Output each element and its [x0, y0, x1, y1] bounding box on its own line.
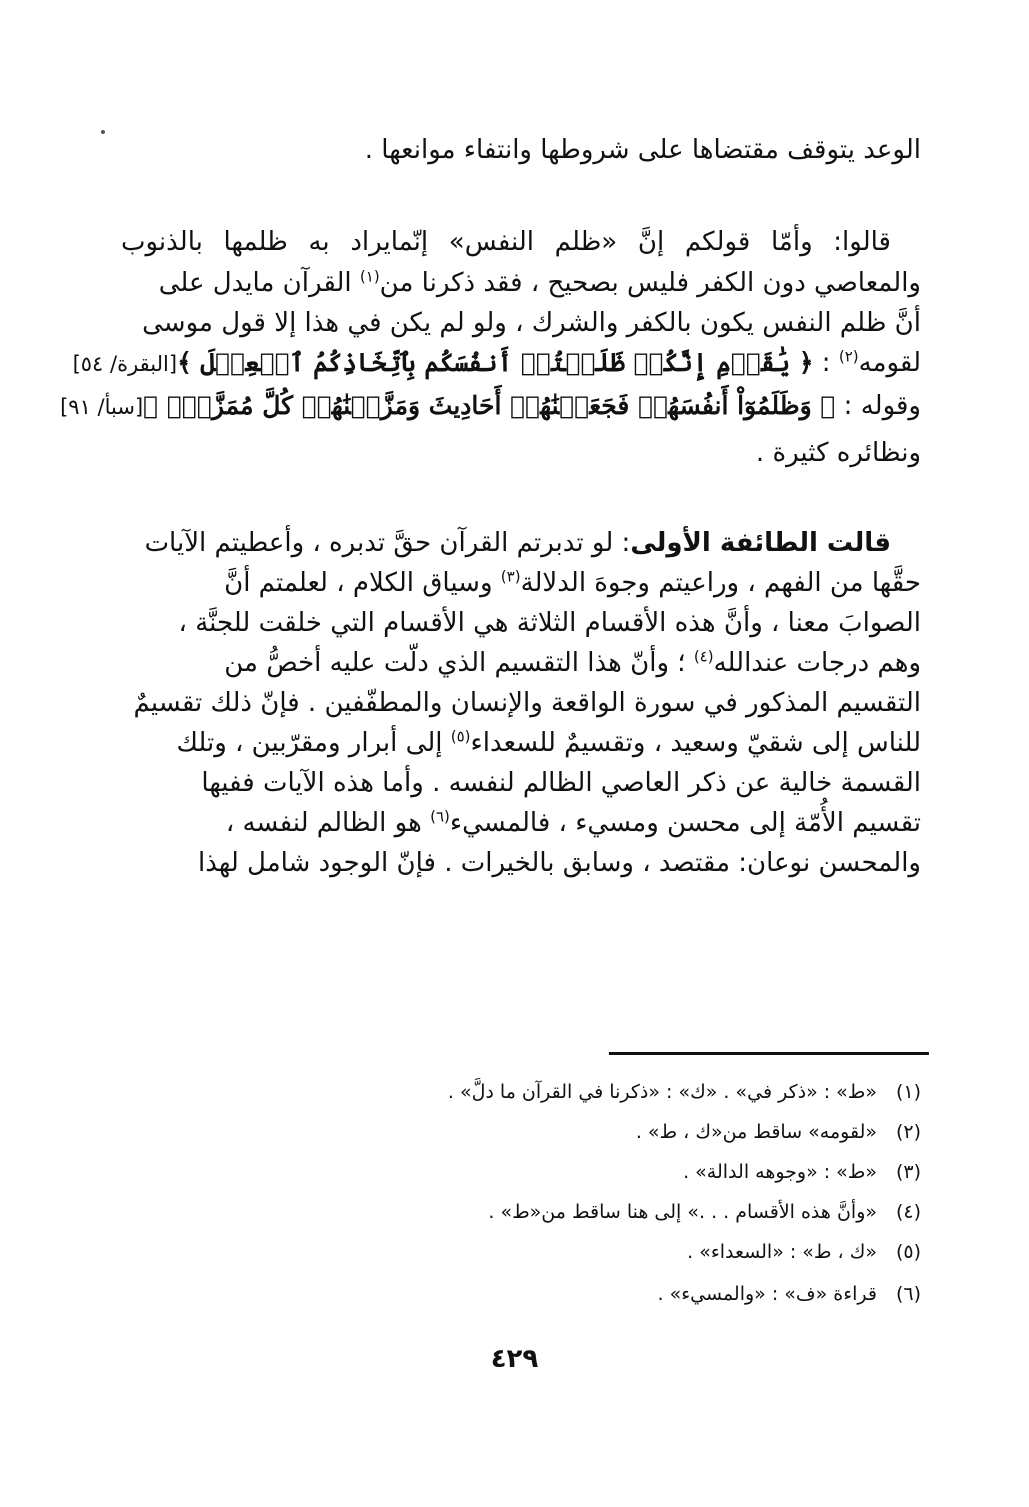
para2-line6-b: إلى أبرار ومقرّبين ، وتلك	[176, 728, 451, 758]
para2-line8-a: تقسيم الأُمّة إلى محسن ومسيء ، فالمسيء	[449, 808, 921, 838]
footnote-number: (٢)	[895, 1121, 921, 1143]
para2-line1-rest: : لو تدبرتم القرآن حقَّ تدبره ، وأعطيتم الآيات	[144, 528, 631, 558]
quran-verse-2: ﴿ وَظَلَمُوٓاْ أَنفُسَهُمۡ فَجَعَلۡنَٰهُمۡ أَحَادِيثَ وَمَزَّقۡنَٰهُمۡ كُلَّ مُمَزَّقٍۚ ﴾	[143, 391, 836, 420]
footnote-text: «ط» : «ذكر في» . «ك» : «ذكرنا في القرآن ما دلَّ» .	[447, 1081, 877, 1103]
footnote-ref-4[interactable]: (٤)	[693, 647, 714, 666]
para2-line9: والمحسن نوعان: مقتصد ، وسابق بالخيرات . فإنّ الوجود شامل لهذا	[197, 848, 921, 878]
para1-line2-b: القرآن مايدل على	[158, 268, 360, 298]
para2-line4-a: وهم درجات عندالله	[713, 648, 921, 678]
section-lead: قالت الطائفة الأولى	[630, 528, 891, 558]
footnote-text: قراءة «ف» : «والمسيء» .	[657, 1283, 877, 1305]
para2-line6-a: للناس إلى شقيّ وسعيد ، وتقسيمٌ للسعداء	[470, 728, 921, 758]
para1-line4	[72, 343, 921, 384]
page-number: ٤٢٩	[490, 1344, 539, 1374]
footnote-number: (٥)	[895, 1241, 921, 1263]
footnote-separator	[609, 1052, 929, 1055]
footnote-text: «ط» : «وجوهه الدالة» .	[683, 1161, 877, 1183]
para2-line2-a: حقَّها من الفهم ، وراعيتم وجوهَ الدلالة	[520, 568, 921, 598]
para2-line2	[121, 563, 921, 603]
footnote-1	[448, 1078, 921, 1106]
para1-line6: ونظائره كثيرة .	[755, 438, 921, 468]
para2-line8	[121, 803, 921, 843]
para2-line5: التقسيم المذكور في سورة الواقعة والإنسان والمطفّفين . فإنّ ذلك تقسيمٌ	[133, 688, 921, 718]
footnote-5	[687, 1238, 921, 1266]
page-speck	[101, 130, 105, 134]
footnote-text: «وأنَّ هذه الأقسام . . .» إلى هنا ساقط من«ط» .	[488, 1201, 877, 1223]
para2-line4	[121, 643, 921, 683]
para2-line8-b: هو الظالم لنفسه ،	[225, 808, 431, 838]
footnote-ref-1[interactable]: (١)	[359, 267, 380, 286]
footnote-6	[658, 1280, 921, 1308]
footnote-number: (٦)	[895, 1283, 921, 1305]
footnote-ref-2[interactable]: (٢)	[838, 347, 859, 366]
footnote-4	[488, 1198, 921, 1226]
para2-line2-b: وسياق الكلام ، لعلمتم أنَّ	[224, 568, 501, 598]
para2-line1	[121, 523, 921, 563]
footnote-ref-6[interactable]: (٦)	[430, 807, 450, 826]
para1-line2-a: والمعاصي دون الكفر فليس بصحيح ، فقد ذكرنا من	[379, 268, 921, 298]
footnote-ref-3[interactable]: (٣)	[500, 567, 521, 586]
footnote-number: (٤)	[895, 1201, 921, 1223]
para2-line6	[121, 723, 921, 763]
para1-line5-a: وقوله :	[835, 391, 921, 421]
footnote-text: «ك ، ط» : «السعداء» .	[687, 1241, 877, 1263]
para1-line5	[60, 386, 921, 427]
verse-ref-2: [سبأ/ ٩١]	[60, 395, 144, 419]
footnote-2	[636, 1118, 921, 1146]
footnote-number: (٣)	[895, 1161, 921, 1183]
para1-line4-a: لقومه	[858, 348, 921, 378]
footnote-number: (١)	[895, 1081, 921, 1103]
para1-line1: قالوا: وأمّا قولكم إنَّ «ظلم النفس» إنّمايراد به ظلمها بالذنوب	[121, 227, 891, 257]
para1-line2	[121, 263, 921, 303]
para2-line4-b: ؛ وأنّ هذا التقسيم الذي دلّت عليه أخصُّ من	[224, 648, 694, 678]
para2-line7: القسمة خالية عن ذكر العاصي الظالم لنفسه . وأما هذه الآيات ففيها	[201, 768, 921, 798]
para1-line3: أنَّ ظلم النفس يكون بالكفر والشرك ، ولو لم يكن في هذا إلا قول موسى	[142, 308, 921, 338]
para2-line3: الصوابَ معنا ، وأنَّ هذه الأقسام الثلاثة هي الأقسام التي خلقت للجنَّة ،	[178, 608, 921, 638]
footnote-3	[683, 1158, 921, 1186]
para1-line4-b: :	[813, 348, 839, 378]
verse-ref-1: [البقرة/ ٥٤]	[72, 352, 178, 376]
footnote-ref-5[interactable]: (٥)	[450, 727, 471, 746]
continuation-line: الوعد يتوقف مقتضاها على شروطها وانتفاء موانعها .	[364, 135, 921, 165]
quran-verse-1: ﴿ يَٰقَوۡمِ إِنَّكُمۡ ظَلَمۡتُمۡ أَنفُسَكُم بِٱتِّخَاذِكُمُ ٱلۡعِجۡلَ ﴾	[177, 348, 814, 377]
footnote-text: «لقومه» ساقط من«ك ، ط» .	[635, 1121, 877, 1143]
